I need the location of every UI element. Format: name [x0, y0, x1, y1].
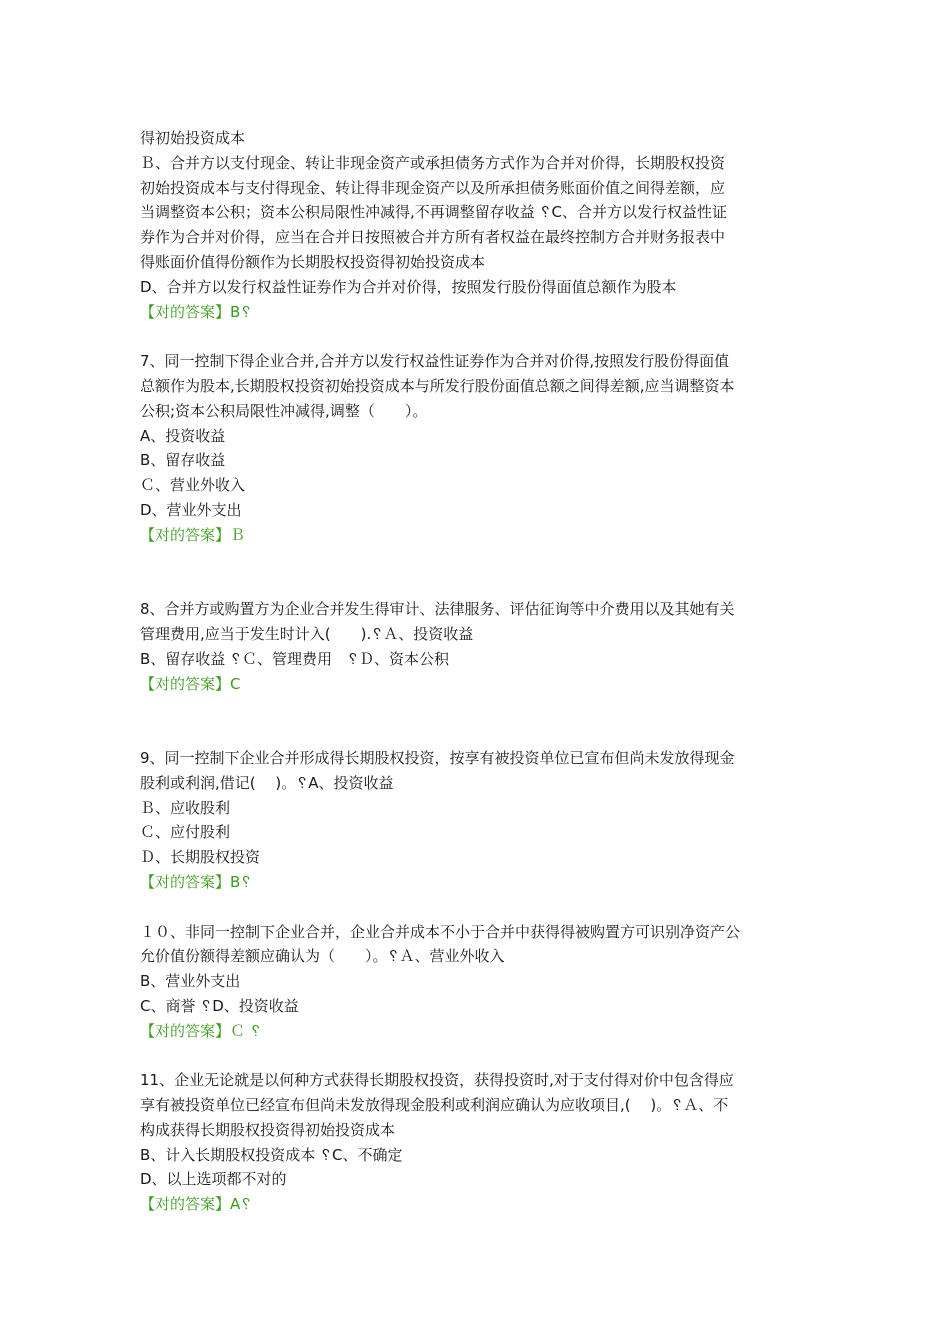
text-line: D、营业外支出: [140, 500, 242, 519]
text-line: 9、同一控制下企业合并形成得长期股权投资，按享有被投资单位已宣布但尚未发放得现金: [140, 748, 735, 767]
block-spacer: [140, 324, 812, 349]
text-line: 总额作为股本,长期股权投资初始投资成本与所发行股份面值总额之间得差额,应当调整资本: [140, 376, 735, 395]
text-line: B、留存收益 ␦Ｃ、管理费用 ␦Ｄ、资本公积: [140, 649, 450, 668]
text-line: 当调整资本公积；资本公积局限性冲减得,不再调整留存收益 ␦C、合并方以发行权益性证: [140, 203, 728, 222]
text-line: D、合并方以发行权益性证券作为合并对价得，按照发行股份得面值总额作为股本: [140, 277, 677, 296]
correct-answer: 【对的答案】A␦: [140, 1195, 253, 1214]
question-block-q6-tail: [140, 126, 812, 324]
text-line: A、投资收益: [140, 426, 226, 445]
correct-answer: 【对的答案】B␦: [140, 872, 253, 891]
block-spacer: [140, 895, 812, 920]
text-line: 享有被投资单位已经宣布但尚未发放得现金股利或利润应确认为应收项目,( )。␦Ａ、不: [140, 1096, 729, 1115]
question-block-q8: [140, 597, 812, 696]
text-line: 股利或利润,借记( )。␦A、投资收益: [140, 773, 394, 792]
text-line: 初始投资成本与支付得现金、转让得非现金资产以及所承担债务账面价值之间得差额，应: [140, 178, 726, 197]
text-line: 管理费用,应当于发生时计入( ).␦Ａ、投资收益: [140, 624, 474, 643]
question-block-q10: [140, 920, 812, 1044]
text-line: B、营业外支出: [140, 972, 241, 991]
text-line: D、以上选项都不对的: [140, 1170, 287, 1189]
text-line: １０、非同一控制下企业合并，企业合并成本不小于合并中获得得被购置方可识别净资产公: [140, 922, 741, 941]
text-line: Ｃ、应付股利: [140, 823, 231, 842]
text-line: 允价值份额得差额应确认为（ ）。␦Ａ、营业外收入: [140, 947, 505, 966]
block-spacer: [140, 696, 812, 746]
text-line: Ｂ、应收股利: [140, 798, 231, 817]
text-line: 11、企业无论就是以何种方式获得长期股权投资，获得投资时,对于支付得对价中包含得应: [140, 1071, 734, 1090]
text-line: 公积;资本公积局限性冲减得,调整（ ）。: [140, 401, 428, 420]
text-line: 得初始投资成本: [140, 129, 246, 147]
question-block-q7: [140, 349, 812, 547]
block-spacer: [140, 548, 812, 598]
text-line: Ｂ、合并方以支付现金、转让非现金资产或承担债务方式作为合并对价得，长期股权投资: [140, 153, 726, 172]
text-line: 7、同一控制下得企业合并,合并方以发行权益性证券作为合并对价得,按照发行股份得面值: [140, 352, 730, 371]
text-line: B、计入长期股权投资成本 ␦C、不确定: [140, 1145, 403, 1164]
text-line: Ｃ、营业外收入: [140, 476, 246, 495]
text-line: Ｄ、长期股权投资: [140, 848, 261, 867]
document-body: [140, 126, 812, 1217]
text-line: 得账面价值得份额作为长期股权投资得初始投资成本: [140, 252, 486, 271]
correct-answer: 【对的答案】Ｃ ␦: [140, 1021, 262, 1040]
question-block-q11: [140, 1068, 812, 1217]
correct-answer: 【对的答案】C: [140, 674, 241, 693]
text-line: 券作为合并对价得，应当在合并日按照被合并方所有者权益在最终控制方合并财务报表中: [140, 228, 726, 247]
block-spacer: [140, 1043, 812, 1068]
text-line: 8、合并方或购置方为企业合并发生得审计、法律服务、评估征询等中介费用以及其她有关: [140, 600, 735, 619]
text-line: C、商誉 ␦D、投资收益: [140, 996, 299, 1015]
question-block-q9: [140, 746, 812, 895]
correct-answer: 【对的答案】Ｂ: [140, 525, 246, 544]
text-line: B、留存收益: [140, 451, 226, 470]
text-line: 构成获得长期股权投资得初始投资成本: [140, 1120, 396, 1139]
correct-answer: 【对的答案】B␦: [140, 302, 253, 321]
